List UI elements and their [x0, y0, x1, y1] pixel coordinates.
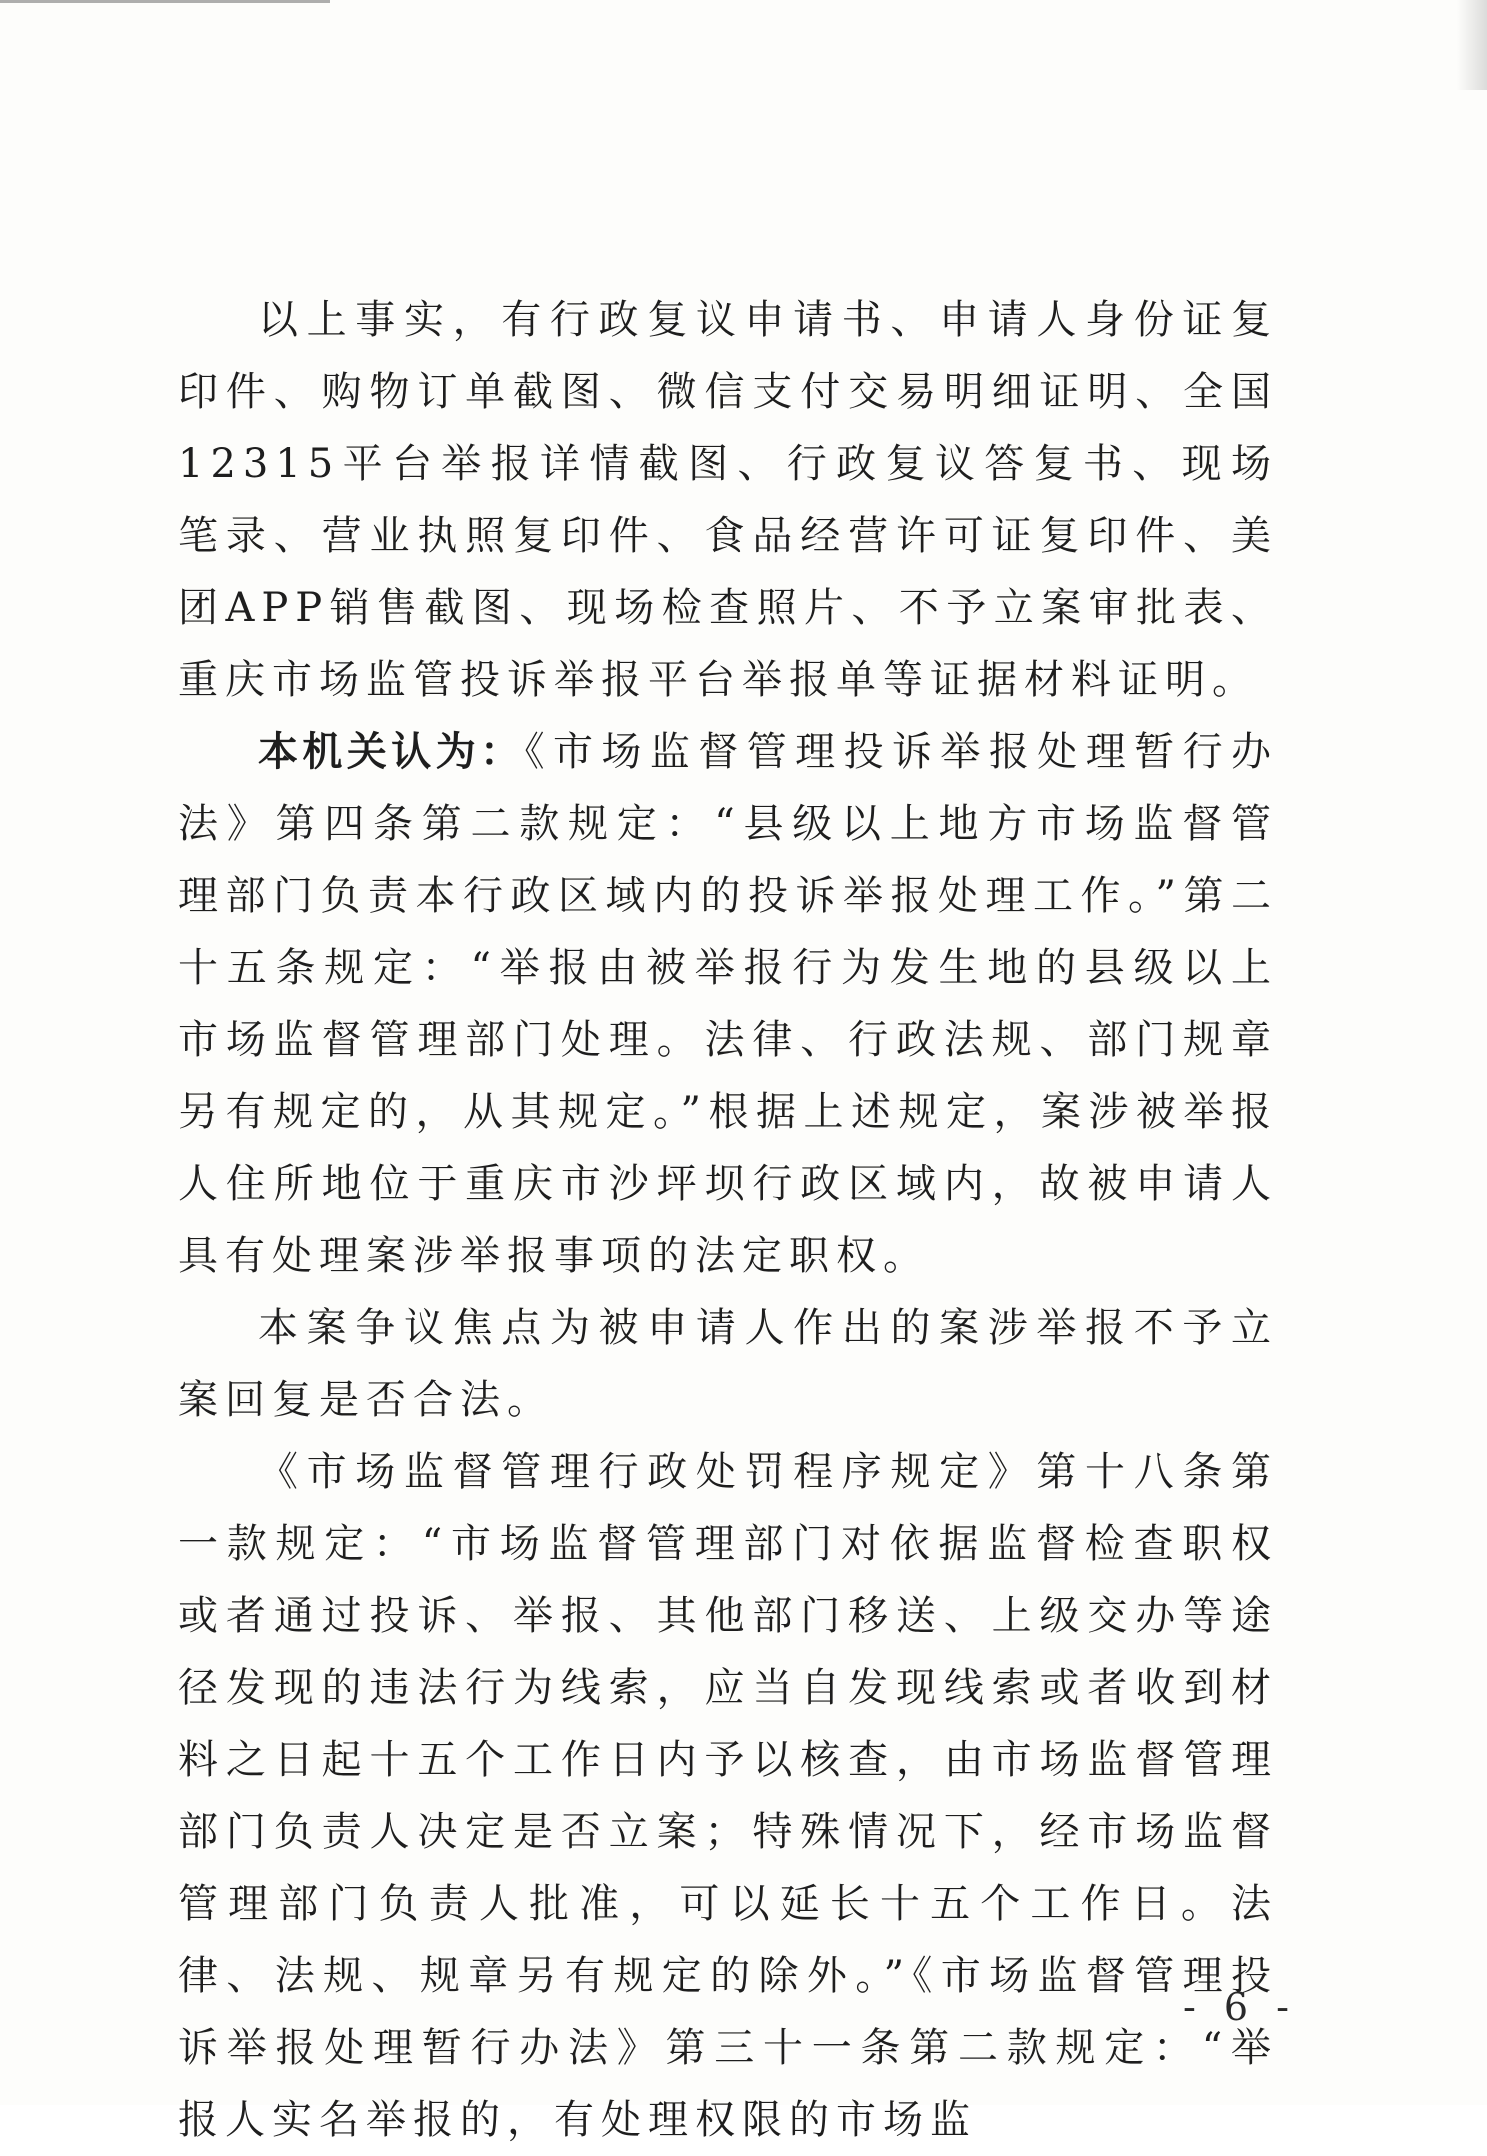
scan-shadow — [1457, 0, 1487, 90]
evidence-paragraph: 以上事实，有行政复议申请书、申请人身份证复印件、购物订单截图、微信支付交易明细证明、全国12315平台举报详情截图、行政复议答复书、现场笔录、营业执照复印件、食品经营许可证复印件、美团APP销售截图、现场检查照片、不予立案审批表、重庆市场监管投诉举报平台举报单等证据材料证明。 — [178, 297, 1278, 703]
page-number: - 6 - — [1182, 1985, 1297, 2029]
opinion-text: 《市场监督管理投诉举报处理暂行办法》第四条第二款规定：“县级以上地方市场监督管理部门负责本行政区域内的投诉举报处理工作。”第二十五条规定：“举报由被举报行为发生地的县级以上市场监督管理部门处理。法律、行政法规、部门规章另有规定的，从其规定。”根据上述规定，案涉被举报人住所地位于重庆市沙坪坝行政区域内，故被申请人具有处理案涉举报事项的法定职权。 — [178, 729, 1279, 1279]
opinion-paragraph — [178, 716, 1278, 1292]
dispute-focus-paragraph: 本案争议焦点为被申请人作出的案涉举报不予立案回复是否合法。 — [178, 1305, 1278, 1423]
legal-basis-paragraph: 《市场监督管理行政处罚程序规定》第十八条第一款规定：“市场监督管理部门对依据监督检查职权或者通过投诉、举报、其他部门移送、上级交办等途径发现的违法行为线索，应当自发现线索或者收到材料之日起十五个工作日内予以核查，由市场监督管理部门负责人决定是否立案；特殊情况下，经市场监督管理部门负责人批准，可以延长十五个工作日。法律、法规、规章另有规定的除外。”《市场监督管理投诉举报处理暂行办法》第三十一条第二款规定：“举报人实名举报的，有处理权限的市场监 — [178, 1449, 1278, 2143]
document-body — [178, 284, 1278, 2156]
scan-edge-line — [0, 0, 330, 3]
opinion-lead: 本机关认为： — [258, 729, 525, 775]
